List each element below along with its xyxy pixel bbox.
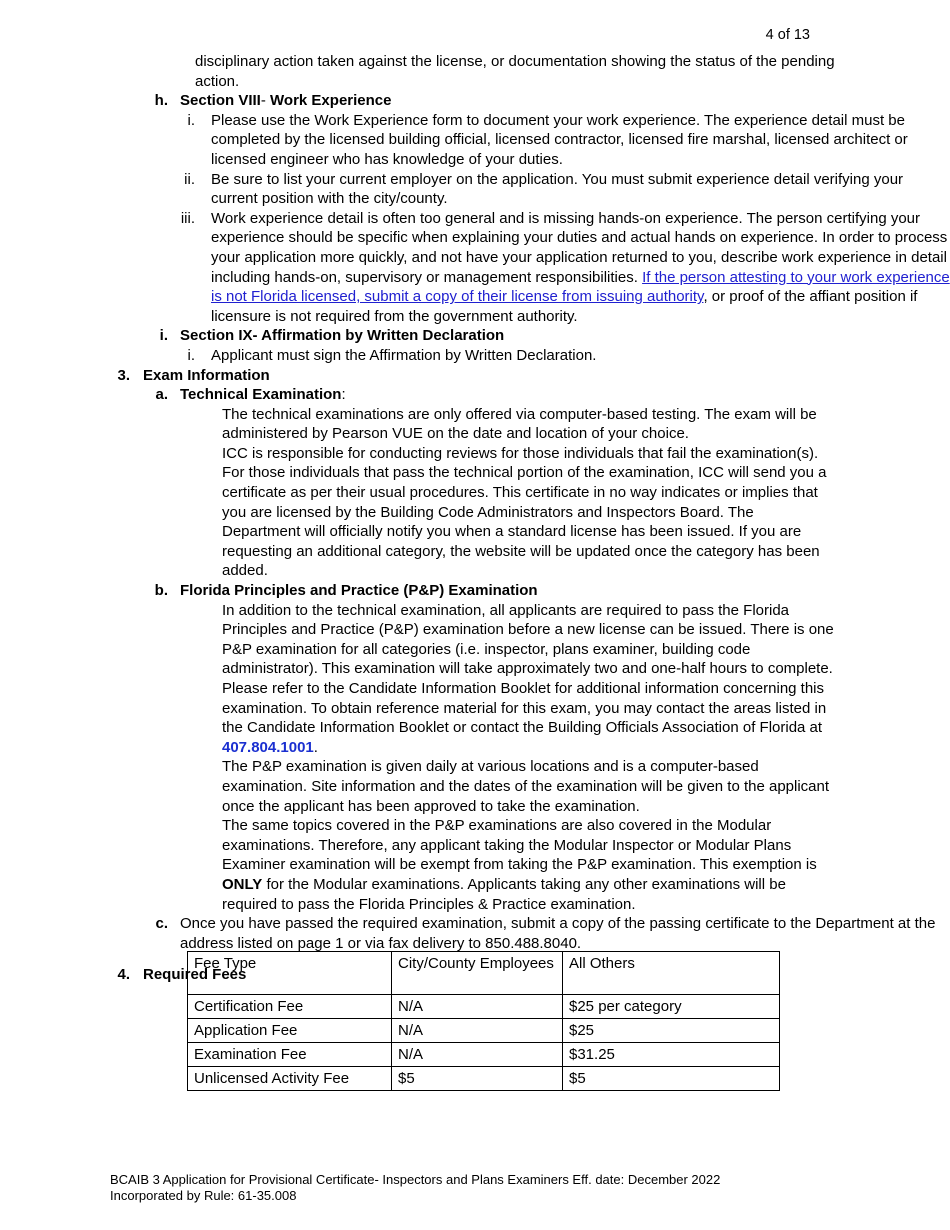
intro-continuation-paragraph: disciplinary action taken against the license, or documentation showing the status of the pending action. [195, 53, 835, 90]
section-h-title-dash: - [260, 92, 271, 110]
exam-technical-paragraph-2: ICC is responsible for conducting reviews for those individuals that fail the examination(s). For those individuals that pass the technical portion of the examination, ICC will send you a certificate as per their usual procedures. This certificate in no way indicates or implies that you are licensed by the Building Code Administrators and Inspectors Board. The Department will officially notify you when a standard license has been issued. If you are requesting an additional category, the website will be updated once the category has been added. [222, 444, 827, 580]
table-cell-city-county: N/A [392, 1043, 563, 1067]
exam-pp-paragraph-1-text: In addition to the technical examination, all applicants are required to pass the Florida Principles and Practice (P&P) examination before a new license can be issued. There is one P&P examination for all categories (i.e. inspector, plans examiner, building code administrator). This examination will take approximately two and one-half hours to complete. Please refer to the Candidate Information Booklet for additional information concerning this examination. To obtain reference material for this exam, you may contact the areas listed in the Candidate Information Booklet or contact the Building Officials Association of Florida at [222, 601, 834, 737]
section-h-title [180, 91, 950, 111]
required-fees-table [187, 951, 780, 1091]
section-3-heading [0, 366, 950, 386]
table-row [188, 1019, 780, 1043]
exam-certificate-item [0, 914, 950, 953]
exam-technical-paragraph-1: The technical examinations are only offered via computer-based testing. The exam will be administered by Pearson VUE on the date and location of your choice. [222, 405, 817, 443]
section-i-title: Section IX- Affirmation by Written Declaration [180, 327, 505, 345]
table-cell-all-others: $5 [563, 1067, 780, 1091]
exam-certificate-marker: c. [155, 915, 168, 933]
table-row [188, 995, 780, 1019]
exam-technical-title-text: Technical Examination [180, 386, 342, 404]
exam-pp-paragraph-2: The P&P examination is given daily at various locations and is a computer-based examination. Site information and the dates of the examination will be given to the applicant once the applicant has been approved to take the examination. [222, 758, 830, 815]
section-h-title-part1: Section VIII [180, 92, 261, 110]
exam-pp-marker: b. [154, 582, 168, 600]
exam-technical-title [180, 385, 950, 405]
section-i-item-marker: i. [187, 346, 195, 364]
section-3-title: Exam Information [143, 366, 270, 384]
exam-technical-marker: a. [155, 386, 168, 404]
footer-line-1: BCAIB 3 Application for Provisional Certificate- Inspectors and Plans Examiners Eff. date: December 2022 [110, 1172, 721, 1187]
list-item [0, 346, 950, 366]
section-4-marker: 4. [117, 966, 130, 984]
table-cell-city-county: N/A [392, 1019, 563, 1043]
table-header-fee-type: Fee Type [188, 952, 392, 995]
table-cell-fee-type: Application Fee [188, 1019, 392, 1043]
exam-pp-only-emphasis: ONLY [222, 875, 263, 893]
table-cell-all-others: $25 per category [563, 995, 780, 1019]
section-h-title-part2: Work Experience [270, 92, 392, 110]
section-i-heading [0, 326, 950, 346]
section-3-marker: 3. [117, 366, 130, 384]
section-h-item-marker: ii. [184, 170, 195, 188]
table-header-city-county-employees: City/County Employees [392, 952, 563, 995]
table-cell-fee-type: Unlicensed Activity Fee [188, 1067, 392, 1091]
list-item [0, 170, 950, 209]
exam-pp-paragraph-3-text: The same topics covered in the P&P examinations are also covered in the Modular examinations. Therefore, any applicant taking the Modular Inspector or Modular Plans Examiner examination will be exempt from taking the P&P examination. This exemption is [222, 817, 817, 874]
footer-line-2: Incorporated by Rule: 61-35.008 [110, 1188, 297, 1203]
work-experience-detail-suffix: , or proof of the affiant position if licensure is not required from the government authority. [211, 288, 918, 325]
table-cell-fee-type: Certification Fee [188, 995, 392, 1019]
table-cell-all-others: $31.25 [563, 1043, 780, 1067]
list-item [0, 111, 950, 170]
table-cell-city-county: $5 [392, 1067, 563, 1091]
list-item [0, 209, 950, 327]
exam-certificate-text: Once you have passed the required examination, submit a copy of the passing certificate to the Department at the address listed on page 1 or via fax delivery to 850.488.8040. [180, 915, 936, 952]
exam-pp-paragraph-3-suffix: for the Modular examinations. Applicants taking any other examinations will be required to pass the Florida Principles & Practice examination. [222, 875, 786, 913]
exam-pp-title: Florida Principles and Practice (P&P) Examination [180, 582, 538, 600]
document-content [0, 52, 950, 985]
exam-pp-paragraph-1-suffix: . [313, 738, 318, 756]
table-row [188, 1043, 780, 1067]
table-cell-fee-type: Examination Fee [188, 1043, 392, 1067]
section-4-title: Required Fees [143, 966, 247, 984]
section-h-marker: h. [154, 92, 168, 110]
section-h-item-text: Please use the Work Experience form to document your work experience. The experience detail must be completed by the licensed building official, licensed contractor, licensed fire marshal, licensed architect or licensed engineer who has knowledge of your duties. [211, 111, 908, 168]
section-h-item-text [211, 209, 950, 327]
boaf-phone-number[interactable]: 407.804.1001 [222, 738, 314, 756]
table-cell-all-others: $25 [563, 1019, 780, 1043]
section-h-heading [0, 91, 950, 111]
exam-pp-paragraph-1 [222, 601, 834, 758]
document-footer [110, 1172, 720, 1204]
work-experience-detail-text: Work experience detail is often too general and is missing hands-on experience. The person certifying your experience should be specific when explaining your duties and actual hands on experience. In order to process your application more quickly, and not have your application returned to you, describe work experience in detail including hands-on, supervisory or management responsibilities. [211, 209, 948, 286]
table-row [188, 1067, 780, 1091]
table-header-all-others: All Others [563, 952, 780, 995]
license-attestation-link[interactable]: If the person attesting to your work experience is not Florida licensed, submit a copy of their license from issuing authority [211, 268, 950, 306]
section-i-marker: i. [159, 327, 168, 345]
section-i-item-text: Applicant must sign the Affirmation by Written Declaration. [211, 346, 597, 364]
exam-pp-paragraph-3 [222, 816, 834, 914]
exam-technical-title-colon: : [341, 386, 346, 404]
page-number-indicator: 4 of 13 [765, 27, 810, 43]
table-header-row [188, 952, 780, 995]
section-h-item-marker: iii. [180, 209, 195, 227]
exam-pp-heading [0, 581, 950, 601]
required-fees-table-wrapper [187, 951, 780, 1091]
table-cell-city-county: N/A [392, 995, 563, 1019]
section-h-item-marker: i. [187, 111, 195, 129]
section-h-item-text: Be sure to list your current employer on the application. You must submit experience detail verifying your current position with the city/county. [211, 170, 904, 208]
exam-technical-heading [0, 385, 950, 405]
